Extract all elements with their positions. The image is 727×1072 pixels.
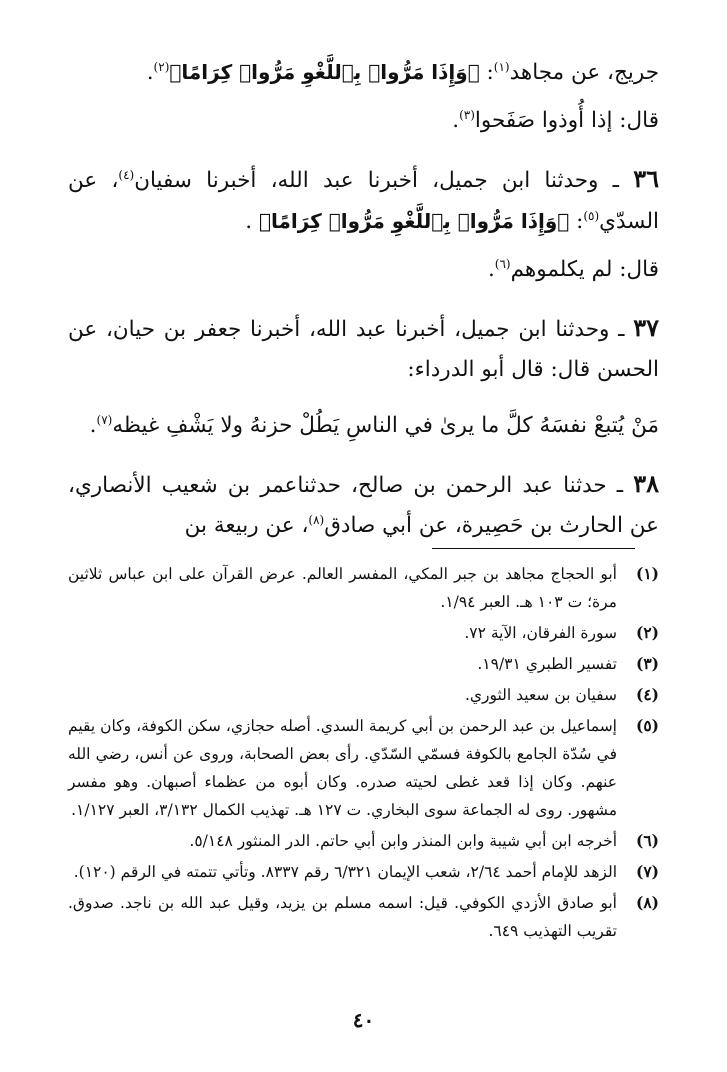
text: : — [479, 60, 494, 85]
footnote-number: (٤) — [635, 685, 659, 704]
text: قال: لم يكلموهم — [510, 257, 659, 282]
footnote-text: أخرجه ابن أبي شيبة وابن المنذر وابن أبي حاتم. الدر المنثور ٥/١٤٨. — [189, 832, 617, 850]
poetry-verse — [68, 406, 659, 446]
footnote-text: الزهد للإمام أحمد ٢/٦٤، شعب الإيمان ٦/٣٢١ رقم ٨٣٣٧. وتأتي تتمته في الرقم (١٢٠). — [73, 863, 617, 881]
footnote-text: سورة الفرقان، الآية ٧٢. — [464, 624, 617, 642]
hadith-36 — [68, 159, 659, 242]
footnote — [68, 889, 659, 945]
footnote-ref-3[interactable]: (٣) — [459, 107, 475, 122]
quran-verse: ﴿وَإِذَا مَرُّوا۟ بِٱللَّغْوِ مَرُّوا۟ كِرَامًا﴾ — [169, 60, 480, 84]
footnote-ref-8[interactable]: (٨) — [308, 512, 325, 527]
footnote — [68, 681, 659, 709]
hadith-37 — [68, 308, 659, 390]
footnote — [68, 827, 659, 855]
footnote-number: (٧) — [635, 862, 659, 881]
paragraph-2 — [68, 101, 659, 141]
text: . — [146, 60, 154, 85]
footnote-divider — [432, 548, 635, 549]
footnote — [68, 650, 659, 678]
text: ـ وحدثنا ابن جميل، أخبرنا عبد الله، أخبرنا سفيان — [134, 168, 634, 193]
quran-verse: ﴿وَإِذَا مَرُّوا۟ بِٱللَّغْوِ مَرُّوا۟ كِرَامًا﴾ — [258, 209, 570, 233]
text: ـ حدثنا عبد الرحمن بن صالح، حدثناعمر بن شعيب الأنصاري، عن الحارث بن حَصِيرة، عن أبي صادق — [68, 473, 659, 538]
footnote-ref-7[interactable]: (٧) — [96, 412, 113, 427]
text: . — [487, 257, 495, 282]
footnote-text: إسماعيل بن عبد الرحمن بن أبي كريمة السدي. أصله حجازي، سكن الكوفة، وكان يقيم في سُدّة الجامع بالكوفة فسمّي السّدّي. رأى بعض الصحابة، وروى عن أنس، رضي الله عنهم. وكان إذا قعد غطى لحيته صدره. وكان أبوه من عظماء أصبهان. وهو مفسر مشهور. روى له الجماعة سوى البخاري. ت ١٢٧ هـ. تهذيب الكمال ٣/١٣٢، العبر ١/١٢٧. — [68, 717, 617, 819]
hadith-number: ٣٨ — [633, 469, 659, 498]
text: ، عن ربيعة بن — [184, 513, 309, 538]
footnote-ref-2[interactable]: (٢) — [153, 59, 170, 74]
hadith-number: ٣٧ — [633, 313, 659, 342]
footnote-ref-6[interactable]: (٦) — [494, 256, 511, 271]
footnote — [68, 560, 659, 616]
text: ـ وحدثنا ابن جميل، أخبرنا عبد الله، أخبرنا جعفر بن حيان، عن الحسن قال: قال أبو الدرداء: — [68, 317, 659, 382]
footnote-number: (٣) — [635, 654, 659, 673]
paragraph-1 — [68, 52, 659, 93]
footnote — [68, 619, 659, 647]
main-text — [68, 52, 659, 546]
footnote-number: (٢) — [635, 623, 659, 642]
footnote-ref-5[interactable]: (٥) — [583, 208, 600, 223]
footnote-text: أبو صادق الأزدي الكوفي. قيل: اسمه مسلم بن يزيد، وقيل عبد الله بن ناجد. صدوق. تقريب التهذيب ٦٤٩. — [68, 894, 617, 940]
text: . — [89, 413, 97, 438]
text: . — [245, 209, 259, 234]
paragraph-3 — [68, 250, 659, 290]
footnote-number: (٦) — [635, 831, 659, 850]
page-number: ٤٠ — [352, 1008, 375, 1032]
footnote-ref-4[interactable]: (٤) — [118, 167, 135, 182]
footnote-ref-1[interactable]: (١) — [493, 59, 510, 74]
text: . — [452, 108, 460, 133]
text: : — [569, 209, 584, 234]
hadith-number: ٣٦ — [633, 164, 659, 193]
footnote — [68, 858, 659, 886]
footnote-number: (٨) — [635, 893, 659, 912]
text: ، عن السدّي — [68, 168, 659, 234]
footnote-text: سفيان بن سعيد الثوري. — [464, 686, 617, 704]
text: مَنْ يُتبعْ نفسَهُ كلَّ ما يرىٰ في الناسِ يَطُلْ حزنهُ ولا يَشْفِ غيظه — [112, 413, 659, 438]
footnote-number: (٥) — [635, 716, 659, 735]
text: جريج، عن مجاهد — [509, 60, 659, 85]
footnote-number: (١) — [635, 564, 659, 583]
text: قال: إذا أُوذوا صَفَحوا — [474, 108, 659, 133]
footnote-text: أبو الحجاج مجاهد بن جبر المكي، المفسر العالم. عرض القرآن على ابن عباس ثلاثين مرة؛ ت ١٠٣ هـ. العبر ١/٩٤. — [68, 565, 617, 611]
footnote-text: تفسير الطبري ١٩/٣١. — [477, 655, 617, 673]
hadith-38 — [68, 464, 659, 546]
footnote — [68, 712, 659, 824]
footnotes — [68, 560, 659, 945]
